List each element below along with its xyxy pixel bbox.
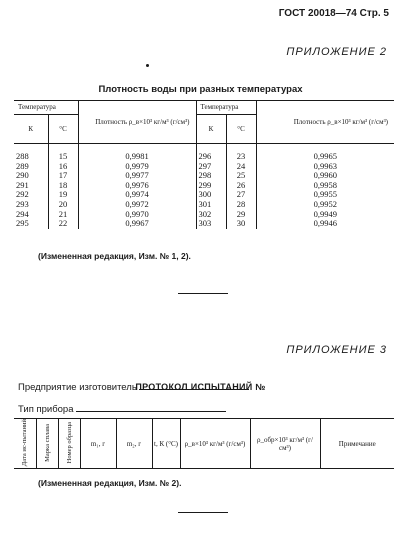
- col-c-right: °С: [226, 115, 256, 144]
- col-k-right: К: [196, 115, 226, 144]
- device-blank: [76, 401, 226, 412]
- table-row: 288 15 0,9981 296 23 0,9965: [16, 151, 337, 161]
- table-row: 290 17 0,9977 298 25 0,9960: [16, 170, 337, 181]
- enterprise-label: Предприятие изготовитель: [18, 382, 137, 393]
- stray-dot: [146, 64, 149, 67]
- col-temperature-right: Температура: [196, 101, 256, 115]
- col-temp: t, К (°С): [152, 419, 180, 469]
- col-temperature-left: Температура: [14, 101, 78, 115]
- appendix-2-note: (Измененная редакция, Изм. № 1, 2).: [38, 251, 191, 261]
- col-density-left: Плотность ρ_в×10³ кг/м³ (г/см³): [78, 101, 196, 144]
- table-row: 293 20 0,9972 301 28 0,9952: [16, 198, 337, 209]
- col-density-right: Плотность ρ_в×10³ кг/м³ (г/см³): [293, 117, 388, 126]
- table-row: 295 22 0,9967 303 30 0,9946: [16, 218, 337, 229]
- enterprise-field: [18, 379, 249, 393]
- appendix-3-note: (Измененная редакция, Изм. № 2).: [38, 478, 182, 488]
- col-remark: Примечание: [320, 419, 394, 469]
- col-c-left: °С: [48, 115, 78, 144]
- col-water-density: ρ_в×10³ кг/м³ (г/см³): [180, 419, 250, 469]
- appendix-3-title: ПРОТОКОЛ ИСПЫТАНИЙ №: [135, 382, 266, 392]
- table-row: 291 18 0,9976 299 26 0,9958: [16, 179, 337, 190]
- section-divider: [178, 293, 228, 294]
- table-row: 294 21 0,9970 302 29 0,9949: [16, 208, 337, 219]
- protocol-table: [14, 418, 394, 469]
- section-divider-bottom: [178, 512, 228, 513]
- device-label: Тип прибора: [18, 404, 74, 415]
- col-sample-density: ρ_обр×10³ кг/м³ (г/см³): [250, 419, 320, 469]
- table-row: 292 19 0,9974 300 27 0,9955: [16, 189, 337, 200]
- appendix-3-label: ПРИЛОЖЕНИЕ 3: [286, 344, 387, 356]
- appendix-2-label: ПРИЛОЖЕНИЕ 2: [286, 46, 387, 58]
- device-field: [18, 401, 226, 415]
- enterprise-blank: [139, 379, 249, 390]
- col-date: Дата ис-пытаний: [21, 419, 29, 467]
- col-k-left: К: [14, 115, 48, 144]
- col-m2: m₂, г: [116, 419, 152, 469]
- page-header: ГОСТ 20018—74 Стр. 5: [278, 8, 389, 19]
- col-alloy: Марка сплава: [36, 419, 58, 469]
- density-table: [14, 100, 394, 229]
- appendix-2-title: Плотность воды при разных температурах: [98, 84, 303, 95]
- col-sample: Номер образца: [58, 419, 80, 469]
- table-row: 289 16 0,9979 297 24 0,9963: [16, 160, 337, 171]
- col-m1: m₁, г: [80, 419, 116, 469]
